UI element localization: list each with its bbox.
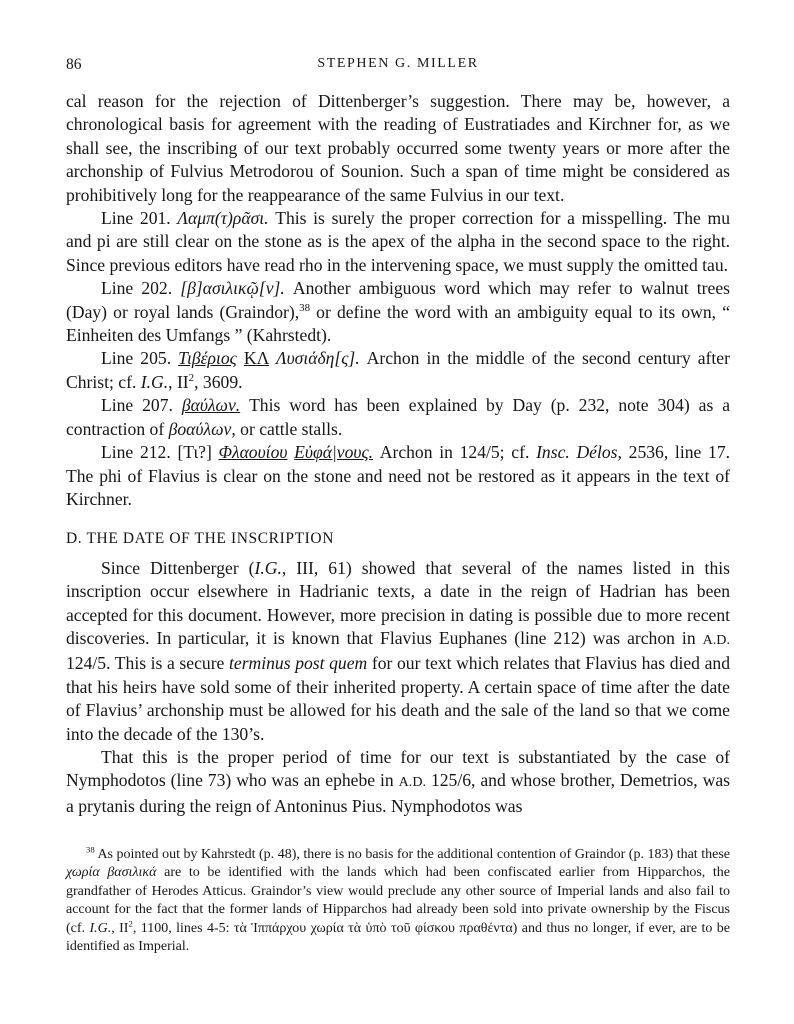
paragraph-date-2: That this is the proper period of time for our text is substantiated by the case of Nymphodotos (line 73) who was an ephebe in A.D. 125/6, and whose brother, Demetrios, was a prytanis during the reign of Antoninus Pius. Nymphodotos was: [66, 746, 730, 816]
greek-lemma: [Τι?]: [177, 442, 212, 463]
commentary-text: Archon in 124/5; cf.: [379, 442, 530, 463]
era-abbrev: A.D.: [398, 774, 427, 791]
footnote-38: $^{38}$ As pointed out by Kahrstedt (p. 48), there is no basis for the additional contention of Graindor (p. 183) that these χωρία βασιλικά are to be identified with the lands which had been confiscated earlier from Hipparchos, the grandfather of Herodes Atticus. Graindor’s view would preclude any other source of Imperial lands and also fail to account for the fact that the former lands of Hipparchos had already been sold into private ownership by the Fiscus (cf. I.G., $II^2$, 1100, lines 4-5: τὰ Ἱππάρχου χωρία τὰ ὑπὸ τοῦ φίσκου πραθέντα) and thus no longer, if ever, are to be identified as Imperial.: [66, 844, 731, 955]
greek-lemma: ΚΛ: [243, 348, 269, 369]
era-abbrev: A.D.: [702, 631, 730, 648]
greek-lemma: Φλαουίου: [218, 442, 288, 463]
paragraph-date-1: Since Dittenberger (I.G., III, 61) showed that several of the names listed in this inscription occur elsewhere in Hadrianic texts, a date in the reign of Hadrian has been accepted for this document. However, more precision in dating is possible due to more recent discoveries. In particular, it is known that Flavius Euphanes (line 212) was archon in A.D. 124/5. This is a secure terminus post quem for our text which relates that Flavius has died and that his heirs have sold some of their inherited property. A certain space of time after the date of Flavius’ archonship must be allowed for his death and the sale of the land so that we come into the decade of the 130’s.: [66, 557, 730, 744]
commentary-line-205: Line 205. Τιβέριος ΚΛ Λυσιάδη[ς]. Archon in the middle of the second century after Christ; cf. I.G., $II^2$, 3609.: [66, 348, 730, 392]
commentary-text: or define the word with an ambiguity equal to its own, “ Einheiten des Umfangs ” (Kahrstedt).: [66, 301, 731, 346]
page-header: [66, 56, 730, 80]
greek-lemma: Τιβέριος: [178, 348, 237, 369]
line-label: Line 201.: [101, 208, 171, 229]
greek-phrase: τὰ Ἱππάρχου χωρία τὰ ὑπὸ τοῦ φίσκου πραθέντα: [233, 920, 513, 936]
footnote-reference: 38: [299, 301, 311, 314]
citation: Insc. Délos,: [536, 442, 622, 463]
commentary-text: This is surely the proper correction for a misspelling. The mu and pi are still clear on the stone as is the apex of the alpha in the second space to the right. Since previous editors have read rho in the intervening space, we must supply the omitted tau.: [66, 208, 730, 275]
greek-lemma: βοαύλων,: [168, 418, 236, 439]
commentary-line-212: [66, 441, 730, 511]
line-label: Line 207.: [101, 395, 173, 416]
paragraph-continuation: cal reason for the rejection of Dittenberger’s suggestion. There may be, however, a chronological basis for agreement with the reading of Eustratiades and Kirchner for, as we shall see, the inscribing of our text probably occurred some twenty years or more after the archonship of Fulvius Metrodorou of Sounion. Such a span of time might be considered as prohibitively long for the reappearance of the same Fulvius in our text.: [66, 91, 730, 205]
citation: I.G.: [89, 920, 112, 936]
latin-term: terminus post quem: [229, 653, 368, 674]
citation: I.G.: [254, 557, 282, 578]
commentary-text: or cattle stalls.: [240, 418, 343, 439]
footnotes: [66, 846, 730, 956]
greek-phrase: χωρία βασιλικά: [66, 865, 157, 881]
commentary-text: This word has been explained by Day (p. 232, note 304) as a contraction of: [66, 395, 731, 439]
section-heading: D. THE DATE OF THE INSCRIPTION: [66, 530, 335, 548]
commentary-line-202: [66, 277, 730, 347]
page-number: 86: [66, 56, 82, 73]
line-label: Line 202.: [101, 278, 173, 299]
running-title: STEPHEN G. MILLER: [317, 56, 479, 71]
main-text: [66, 90, 730, 818]
greek-lemma: Λυσιάδη[ς].: [275, 348, 360, 369]
commentary-text: 2536, line 17. The phi of Flavius is clear on the stone and need not be restored as it appears in the text of Kirchner.: [66, 442, 731, 509]
commentary-text: Archon in the middle of the second century after Christ; cf.: [66, 348, 730, 392]
citation: I.G.: [140, 371, 169, 392]
greek-lemma: Λαμπ(τ)ρᾶσι.: [177, 208, 269, 229]
line-label: Line 212.: [101, 442, 171, 463]
footnote-number: 38: [86, 844, 95, 855]
greek-lemma: βαύλων.: [181, 395, 241, 416]
commentary-line-207: [66, 394, 730, 441]
commentary-text: Another ambiguous word which may refer to walnut trees (Day) or royal lands (Graindor),: [66, 278, 730, 322]
greek-lemma: Εὐφά|νους.: [294, 442, 374, 463]
greek-lemma: [β]ασιλικῷ[ν].: [180, 278, 285, 299]
line-label: Line 205.: [101, 348, 172, 369]
commentary-line-201: [66, 207, 730, 277]
